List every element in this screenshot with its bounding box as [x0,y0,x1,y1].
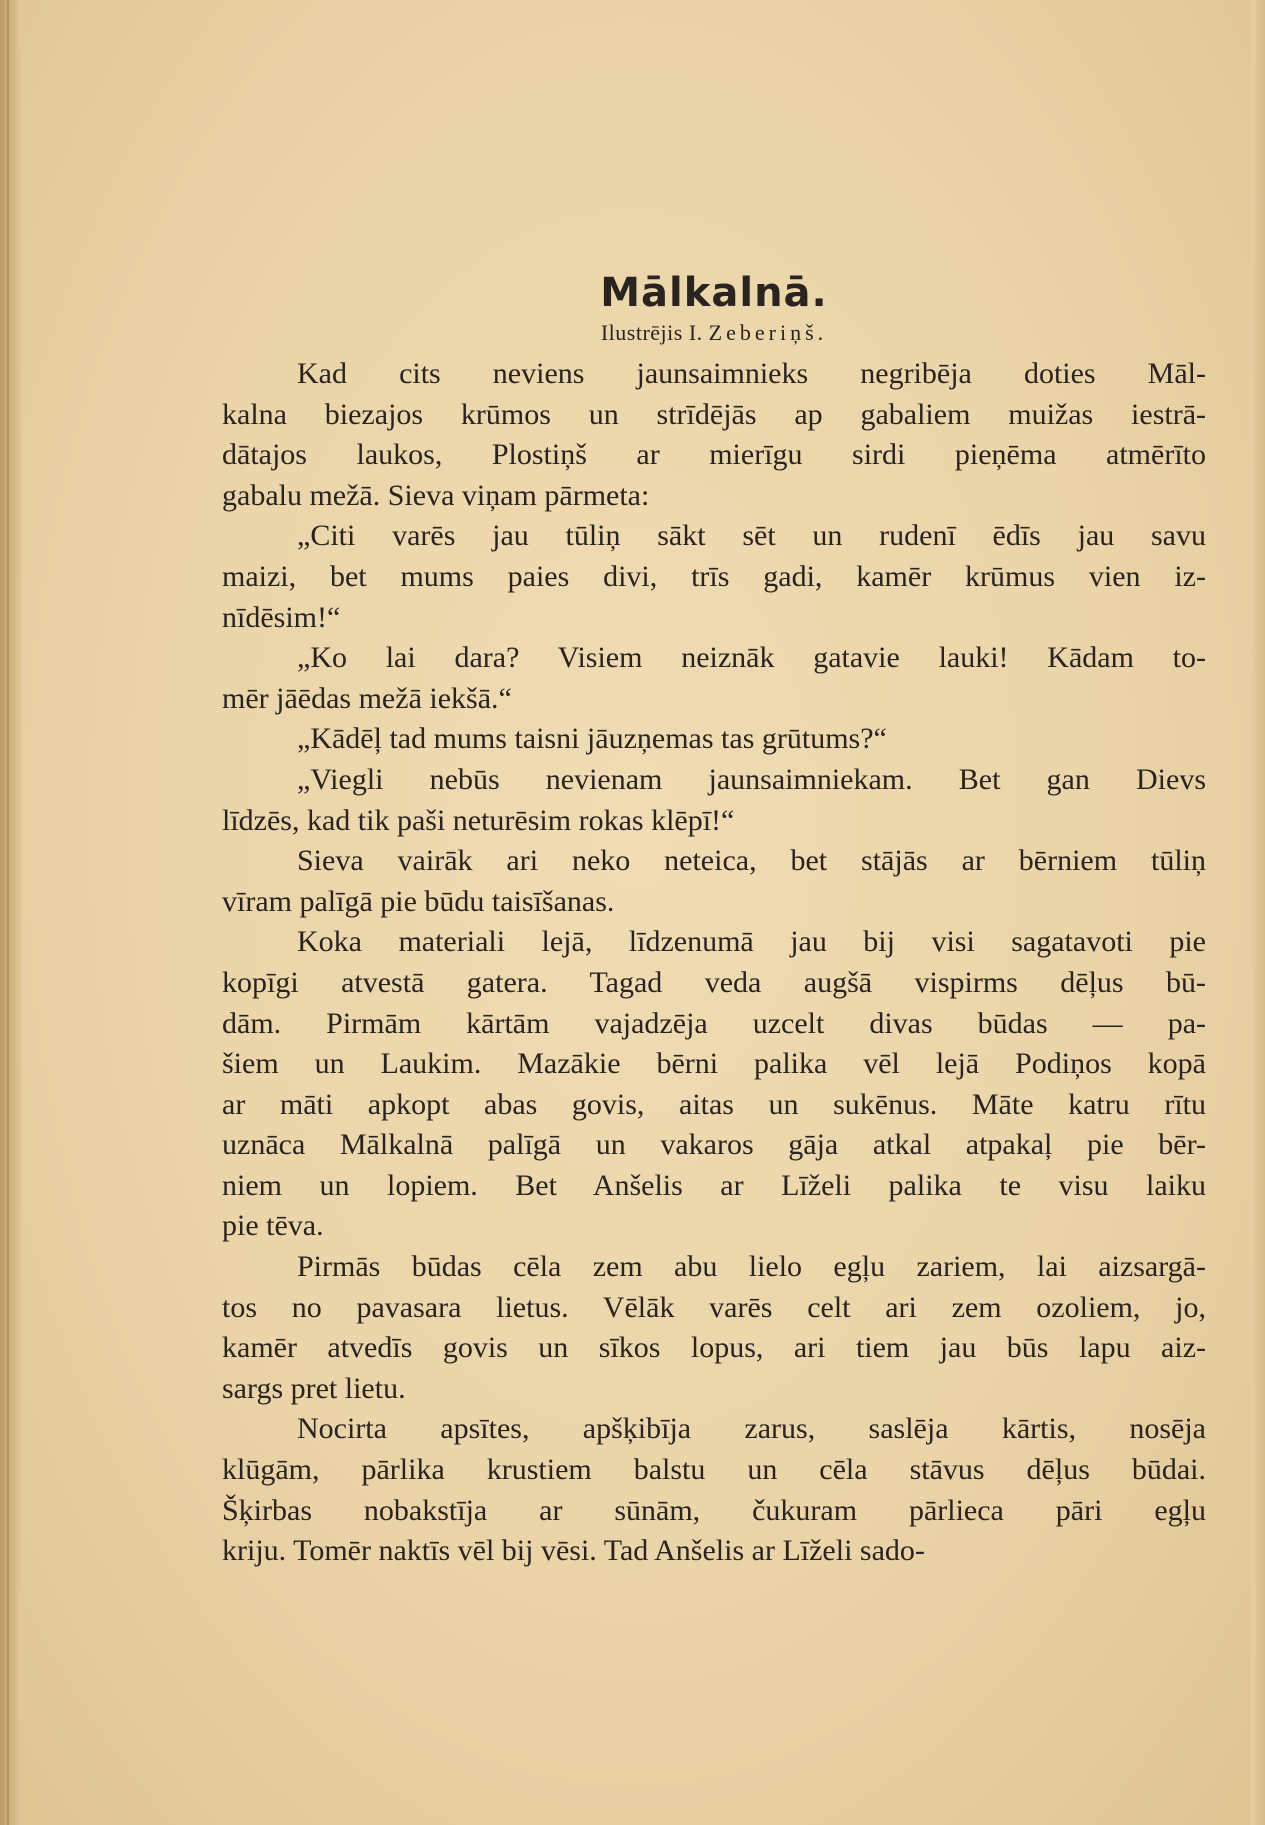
text-line: Sieva vairāk ari neko neteica, bet stājās ar bērniem tūliņ [297,844,1206,878]
text-line: dātajos laukos, Plostiņš ar mierīgu sirdi pieņēma atmērīto [222,438,1206,472]
text-line: Koka materiali lejā, līdzenumā jau bij visi sagatavoti pie [297,925,1206,959]
text-line: niem un lopiem. Bet Anšelis ar Līželi palika te visu laiku [222,1168,1206,1202]
text-line: uznāca Mālkalnā palīgā un vakaros gāja atkal atpakaļ pie bēr- [222,1128,1206,1162]
text-line: maizi, bet mums paies divi, trīs gadi, kamēr krūmus vien iz- [222,559,1206,593]
paragraph [222,516,1206,638]
page-edge [1251,0,1265,1825]
text-line: „Viegli nebūs nevienam jaunsaimniekam. Bet gan Dievs [297,762,1206,796]
text-line: „Kādēļ tad mums taisni jāuzņemas tas grūtums?“ [297,722,887,756]
text-line: klūgām, pārlika krustiem balstu un cēla stāvus dēļus būdai. [222,1453,1206,1487]
paragraph [222,719,1206,760]
paragraph [222,841,1206,922]
paragraph [222,1247,1206,1409]
paragraph [222,760,1206,841]
text-line: vīram palīgā pie būdu taisīšanas. [222,884,615,918]
text-line: šiem un Laukim. Mazākie bērni palika vēl lejā Podiņos kopā [222,1047,1206,1081]
paragraph [222,1409,1206,1571]
text-line: sargs pret lietu. [222,1371,406,1405]
chapter-title: Mālkalnā. [600,270,828,316]
text-line: pie tēva. [222,1209,324,1243]
text-line: Šķirbas nobakstīja ar sūnām, čukuram pārlieca pāri egļu [222,1493,1206,1527]
text-line: kalna biezajos krūmos un strīdējās ap gabaliem muižas iestrā- [222,397,1206,431]
illustrator-prefix: Ilustrējis I. [600,320,703,345]
paragraph [222,354,1206,516]
text-line: kriju. Tomēr naktīs vēl bij vēsi. Tad Anšelis ar Līželi sado- [222,1534,925,1568]
text-line: ar māti apkopt abas govis, aitas un sukēnus. Māte katru rītu [222,1087,1206,1121]
text-line: „Ko lai dara? Visiem neiznāk gatavie lauki! Kādam to- [297,641,1206,675]
text-line: Kad cits neviens jaunsaimnieks negribēja doties Māl- [297,357,1206,390]
text-line: Pirmās būdas cēla zem abu lielo egļu zariem, lai aizsargā- [297,1250,1206,1284]
text-line: kamēr atvedīs govis un sīkos lopus, ari tiem jau būs lapu aiz- [222,1331,1206,1365]
text-line: kopīgi atvestā gatera. Tagad veda augšā vispirms dēļus bū- [222,965,1206,999]
text-line: nīdēsim!“ [222,600,341,634]
text-block [222,258,1206,1572]
text-line: Nocirta apsītes, apšķibīja zarus, saslēja kārtis, nosēja [297,1412,1206,1446]
body-text [222,354,1206,1572]
text-line: dām. Pirmām kārtām vajadzēja uzcelt divas būdas — pa- [222,1006,1206,1040]
paragraph [222,638,1206,719]
text-line: mēr jāēdas mežā iekšā.“ [222,681,512,715]
page-spine [0,0,22,1825]
spine-fold-line [7,0,9,1825]
paragraph [222,922,1206,1247]
text-line: „Citi varēs jau tūliņ sākt sēt un rudenī ēdīs jau savu [297,519,1206,553]
text-line: tos no pavasara lietus. Vēlāk varēs celt ari zem ozoliem, jo, [222,1290,1206,1324]
text-line: līdzēs, kad tik paši neturēsim rokas klēpī!“ [222,803,735,837]
illustrator-name: Zeberiņš. [708,320,828,345]
text-line: gabalu mežā. Sieva viņam pārmeta: [222,478,650,512]
illustrator-credit [222,320,1206,354]
